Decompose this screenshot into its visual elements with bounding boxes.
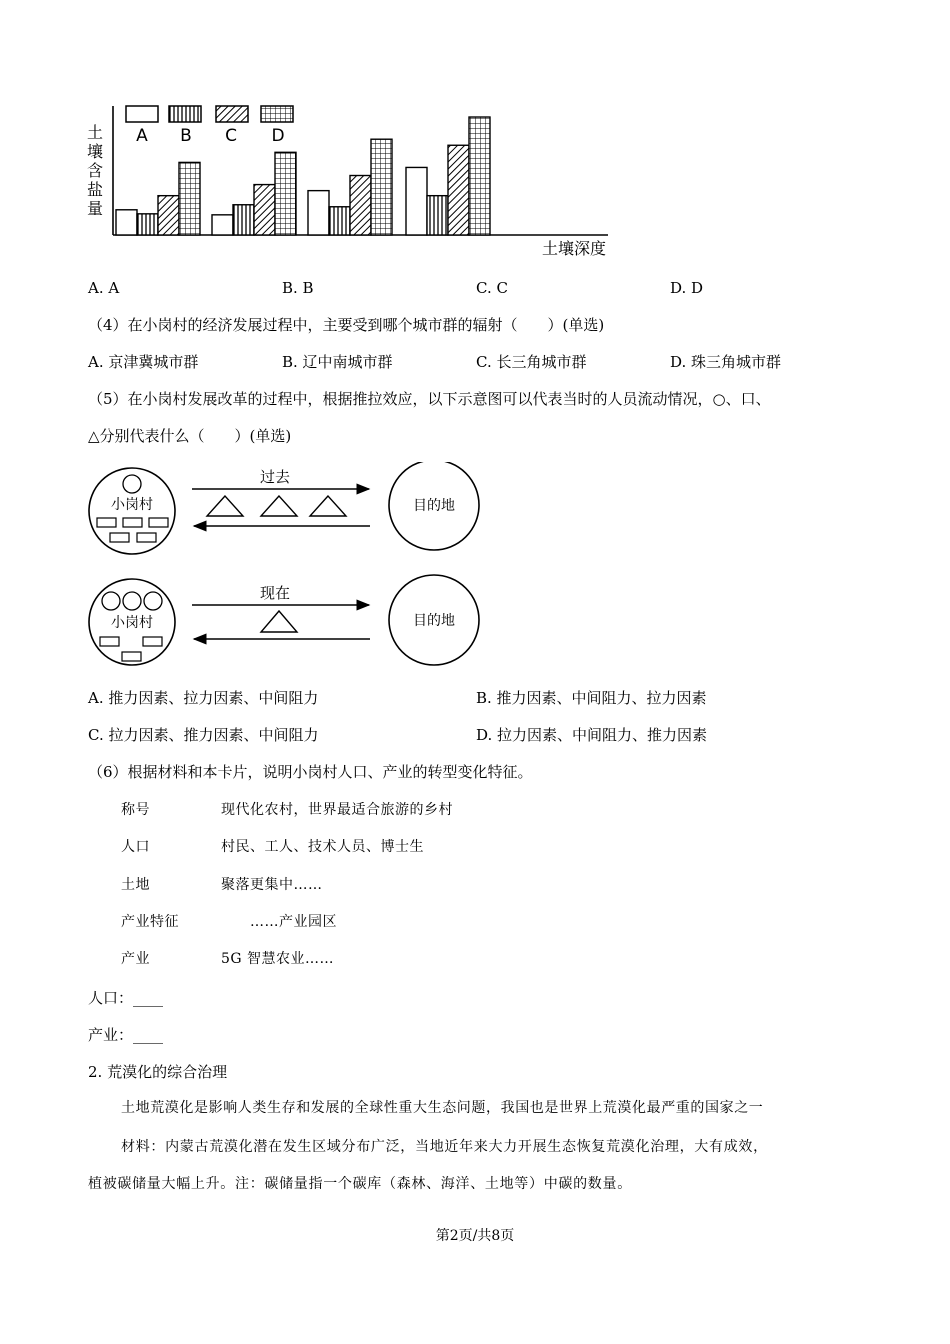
- card-key-population: 人口: [121, 839, 150, 855]
- q4-option-c[interactable]: C. 长三角城市群: [476, 353, 587, 371]
- q5-stem-line2: △分别代表什么（ ）(单选): [88, 427, 292, 445]
- legend-label-d: D: [271, 126, 285, 146]
- q5-option-a[interactable]: A. 推力因素、拉力因素、中间阻力: [88, 689, 319, 707]
- soil-salt-bar-chart: [80, 98, 620, 263]
- bar-b-group-3: [329, 207, 350, 235]
- legend-label-a: A: [136, 126, 148, 146]
- legend-swatch-c: [216, 106, 248, 122]
- card-value-population: 村民、工人、技术人员、博士生: [221, 839, 424, 855]
- y-axis-label-char: 量: [86, 199, 104, 218]
- card-value-industry-feature: ……产业园区: [250, 914, 337, 930]
- paragraph-intro: 土地荒漠化是影响人类生存和发展的全球性重大生态问题，我国也是世界上荒漠化最严重的国家之一: [121, 1100, 764, 1116]
- q5-option-b[interactable]: B. 推力因素、中间阻力、拉力因素: [476, 689, 707, 707]
- push-square-symbol: [137, 533, 156, 542]
- village-label-past: 小岗村: [111, 497, 153, 513]
- bar-b-group-1: [137, 214, 158, 235]
- push-square-symbol: [123, 518, 142, 527]
- push-square-symbol: [149, 518, 168, 527]
- push-pull-diagram: [80, 462, 480, 672]
- q4-option-b[interactable]: B. 辽中南城市群: [282, 353, 393, 371]
- q3-option-c[interactable]: C. C: [476, 279, 508, 297]
- card-key-industry-feature: 产业特征: [121, 914, 179, 930]
- card-value-industry: 5G 智慧农业……: [221, 951, 335, 967]
- pull-circle-symbol: [123, 592, 141, 610]
- now-label: 现在: [259, 584, 291, 602]
- q4-stem: （4）在小岗村的经济发展过程中，主要受到哪个城市群的辐射（ ）(单选): [88, 316, 605, 334]
- push-square-symbol: [100, 637, 119, 646]
- obstacle-triangle-symbol: [261, 496, 297, 516]
- q3-option-d[interactable]: D. D: [670, 279, 704, 297]
- push-square-symbol: [97, 518, 116, 527]
- bar-d-group-1: [179, 162, 200, 235]
- q5-option-d[interactable]: D. 拉力因素、中间阻力、推力因素: [476, 726, 708, 744]
- y-axis-label-char: 壤: [86, 142, 104, 161]
- answer-industry[interactable]: 产业：____: [88, 1026, 164, 1044]
- pull-circle-symbol: [144, 592, 162, 610]
- bar-c-group-3: [350, 176, 371, 235]
- obstacle-triangle-symbol: [310, 496, 346, 516]
- chart-legend: [126, 106, 293, 146]
- paragraph-material-line1: 材料：内蒙古荒漠化潜在发生区域分布广泛，当地近年来大力开展生态恢复荒漠化治理，大有成效，: [121, 1139, 768, 1155]
- push-square-symbol: [122, 652, 141, 661]
- section-title: 2. 荒漠化的综合治理: [88, 1063, 228, 1081]
- card-key-industry: 产业: [121, 951, 150, 967]
- legend-swatch-a: [126, 106, 158, 122]
- x-axis-label: 土壤深度: [541, 239, 607, 258]
- legend-label-c: C: [225, 126, 237, 146]
- destination-label-past: 目的地: [413, 498, 455, 514]
- q3-option-b[interactable]: B. B: [282, 279, 314, 297]
- bar-a-group-3: [308, 191, 329, 235]
- bar-d-group-4: [469, 117, 490, 235]
- y-axis-label-char: 含: [86, 161, 104, 180]
- page-footer: 第2页/共8页: [435, 1228, 515, 1244]
- bar-a-group-4: [406, 167, 427, 235]
- obstacle-triangle-symbol: [261, 611, 297, 632]
- bar-b-group-4: [427, 196, 448, 235]
- paragraph-material-line2: 植被碳储量大幅上升。注：碳储量指一个碳库（森林、海洋、土地等）中碳的数量。: [88, 1176, 632, 1192]
- pull-circle-symbol: [123, 475, 141, 493]
- card-key-land: 土地: [121, 877, 150, 893]
- y-axis-label-char: 盐: [86, 180, 104, 199]
- q4-option-d[interactable]: D. 珠三角城市群: [670, 353, 782, 371]
- push-square-symbol: [110, 533, 129, 542]
- y-axis-label: [87, 123, 103, 218]
- legend-swatch-d: [261, 106, 293, 122]
- destination-label-now: 目的地: [413, 613, 455, 629]
- q5-stem-line1: （5）在小岗村发展改革的过程中，根据推拉效应，以下示意图可以代表当时的人员流动情况，○、口、: [88, 390, 771, 408]
- bar-a-group-1: [116, 210, 137, 235]
- push-square-symbol: [143, 637, 162, 646]
- bar-d-group-3: [371, 139, 392, 235]
- card-value-title: 现代化农村，世界最适合旅游的乡村: [221, 802, 453, 818]
- village-label-now: 小岗村: [111, 615, 153, 631]
- y-axis-label-char: 土: [86, 123, 104, 142]
- q3-option-a[interactable]: A. A: [88, 279, 120, 297]
- legend-swatch-b: [169, 106, 201, 122]
- pull-circle-symbol: [102, 592, 120, 610]
- bar-c-group-1: [158, 196, 179, 235]
- bar-c-group-4: [448, 145, 469, 235]
- q6-stem: （6）根据材料和本卡片，说明小岗村人口、产业的转型变化特征。: [88, 763, 533, 781]
- legend-label-b: B: [180, 126, 192, 146]
- answer-population[interactable]: 人口：____: [88, 989, 164, 1007]
- q4-option-a[interactable]: A. 京津冀城市群: [88, 353, 199, 371]
- card-key-title: 称号: [121, 802, 150, 818]
- bar-c-group-2: [254, 185, 275, 235]
- past-label: 过去: [259, 468, 291, 486]
- chart-bars: [116, 117, 490, 235]
- bar-d-group-2: [275, 152, 296, 235]
- obstacle-triangle-symbol: [207, 496, 243, 516]
- bar-b-group-2: [233, 205, 254, 235]
- q5-option-c[interactable]: C. 拉力因素、推力因素、中间阻力: [88, 726, 319, 744]
- card-value-land: 聚落更集中……: [221, 877, 323, 893]
- bar-a-group-2: [212, 215, 233, 235]
